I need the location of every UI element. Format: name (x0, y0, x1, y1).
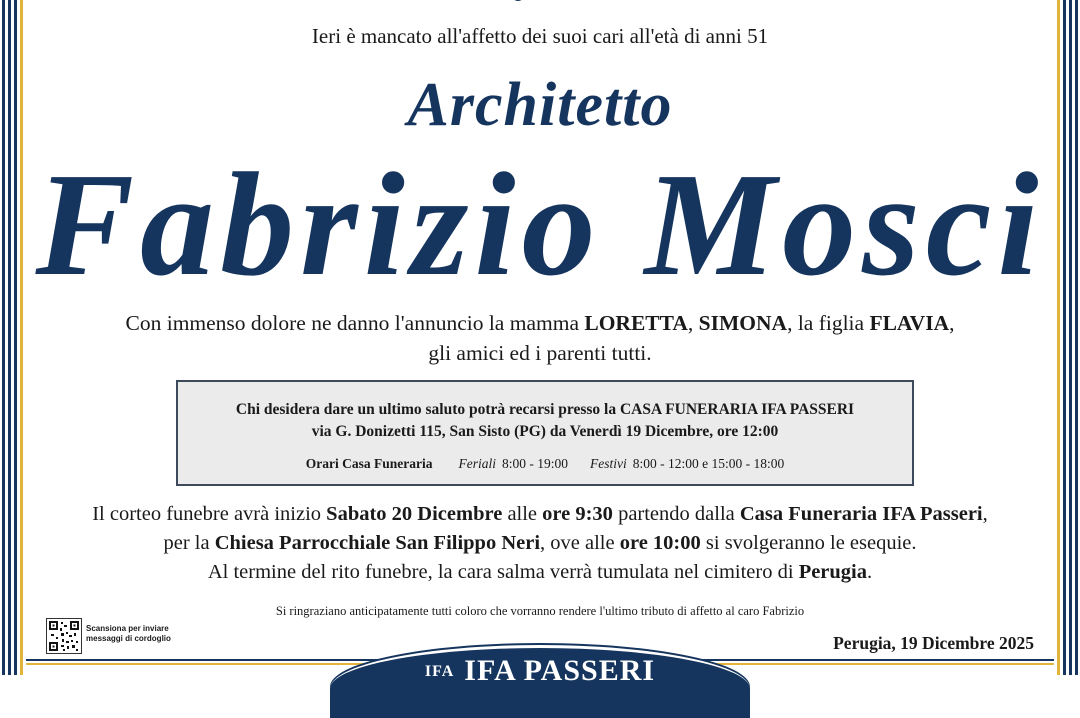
cemetery-name: Perugia (798, 561, 868, 583)
visiting-info-line-1: Chi desidera dare un ultimo saluto potrà recarsi presso la CASA FUNERARIA IFA PASSERI (235, 401, 855, 418)
service-time: ore 10:00 (619, 532, 701, 554)
weekdays-hours: 8:00 - 19:00 (501, 456, 568, 471)
logo-mark: IFA (424, 663, 455, 680)
funeral-details (0, 500, 1080, 587)
hours-label: Orari Casa Funeraria (305, 456, 433, 471)
church-name: Chiesa Parrocchiale San Filippo Neri (214, 532, 541, 554)
funeral-line-2: per la Chiesa Parrocchiale San Filippo Neri, ove alle ore 10:00 si svolgeranno le esequie. (163, 532, 917, 554)
daughter-name: FLAVIA (869, 311, 950, 335)
announcement-line-2: gli amici ed i parenti tutti. (428, 341, 652, 365)
ornament-icon (508, 0, 528, 4)
holidays-hours: 8:00 - 12:00 e 15:00 - 18:00 (632, 456, 785, 471)
departure-place: Casa Funeraria IFA Passeri (739, 503, 983, 525)
funeral-line-3: Al termine del rito funebre, la cara salma verrà tumulata nel cimitero di Perugia. (207, 561, 873, 583)
deceased-name: Fabrizio Mosci (35, 143, 1045, 307)
announcement-line-1: Con immenso dolore ne danno l'annuncio la mamma LORETTA, SIMONA, la figlia FLAVIA, (125, 311, 955, 335)
visiting-info-line-2: via G. Donizetti 115, San Sisto (PG) da Venerdì 19 Dicembre, ore 12:00 (311, 423, 779, 440)
company-logo (330, 654, 750, 688)
holidays-label: Festivi (589, 456, 627, 471)
mother-name: LORETTA (584, 311, 688, 335)
intro-text: Ieri è mancato all'affetto dei suoi cari all'età di anni 51 (311, 24, 769, 48)
qr-caption: Scansiona per inviare messaggi di cordoglio (86, 624, 171, 643)
company-name: IFA PASSERI (464, 654, 656, 687)
weekdays-label: Feriali (458, 456, 496, 471)
company-logo-band (330, 645, 750, 718)
professional-title: Architetto (407, 71, 673, 139)
qr-code-icon[interactable] (46, 618, 82, 654)
funeral-date: Sabato 20 Dicembre (326, 503, 503, 525)
sister-name: SIMONA (698, 311, 788, 335)
visiting-info-box (176, 380, 914, 486)
departure-time: ore 9:30 (542, 503, 613, 525)
opening-hours (178, 456, 912, 472)
place-and-date: Perugia, 19 Dicembre 2025 (833, 633, 1034, 653)
announcement (0, 308, 1080, 368)
thanks-note: Si ringraziano anticipatamente tutti coloro che vorranno rendere l'ultimo tributo di affetto al caro Fabrizio (275, 604, 805, 618)
funeral-line-1: Il corteo funebre avrà inizio Sabato 20 Dicembre alle ore 9:30 partendo dalla Casa Funeraria IFA Passeri, (92, 503, 988, 525)
